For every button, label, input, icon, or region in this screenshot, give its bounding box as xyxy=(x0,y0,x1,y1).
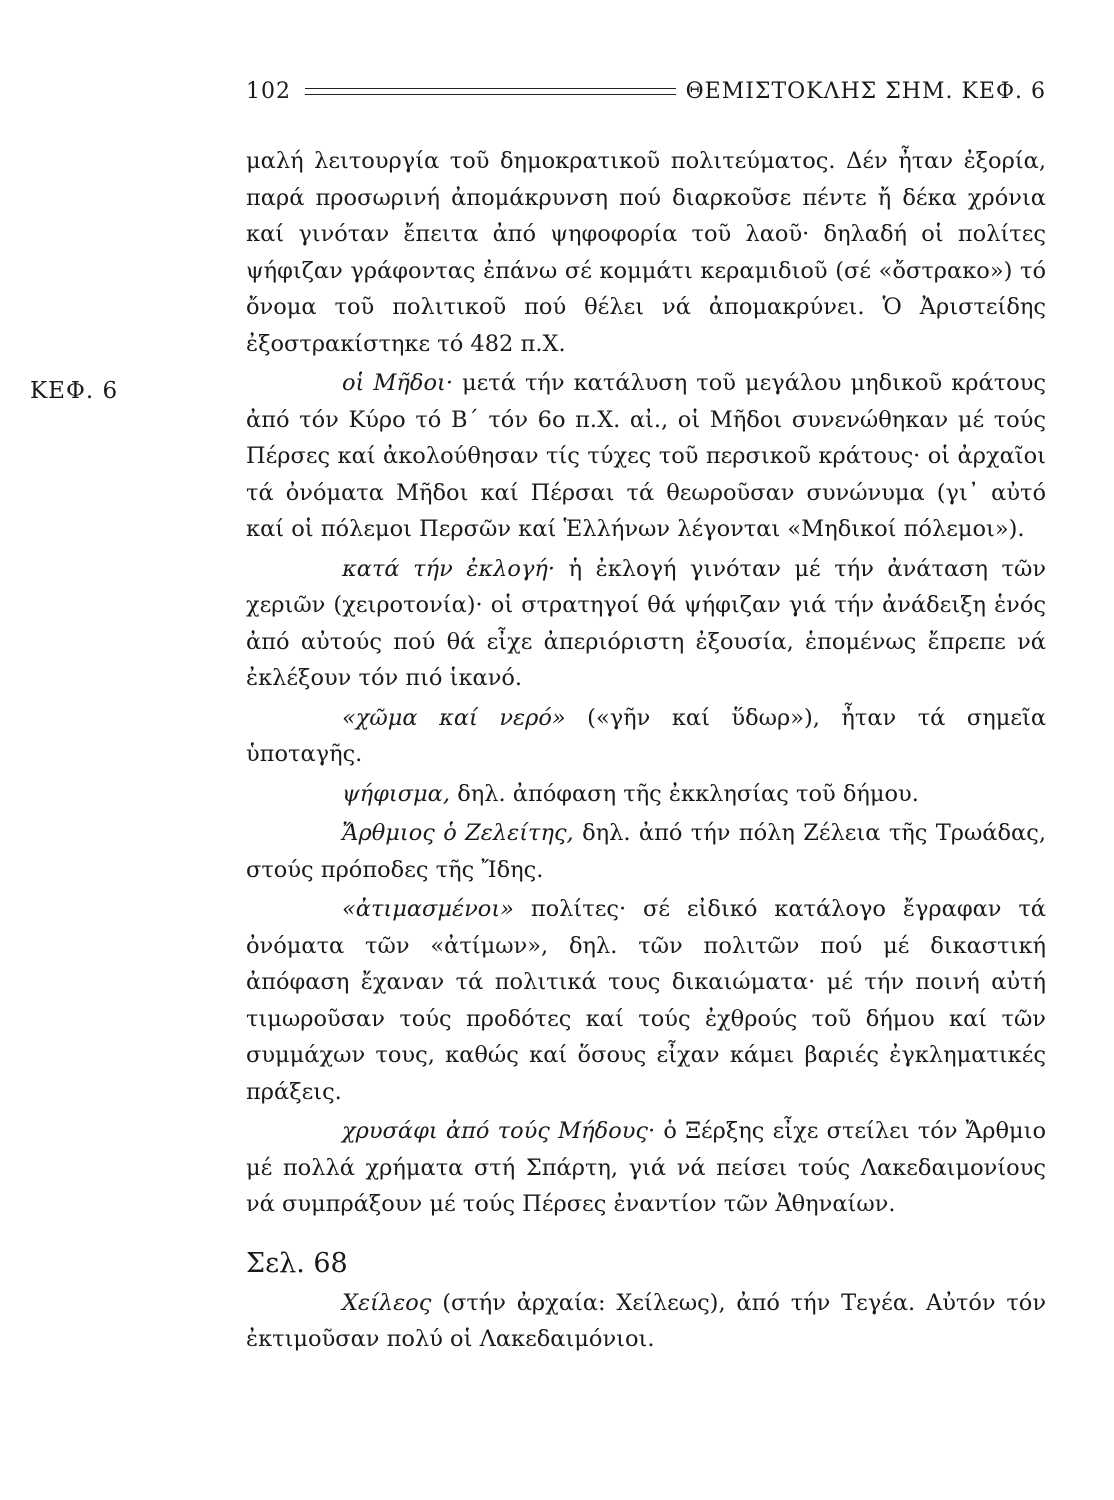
note-entry xyxy=(246,891,1046,1110)
note-text: ἡ ἐκλογή γινόταν μέ τήν ἀνάταση τῶν χεριῶν (χειροτονία)· οἱ στρατηγοί θά ψήφιζαν γιά τήν ἀνάδειξη ἑνός ἀπό αὐτούς πού θά εἶχε ἀπεριόριστη ἐξουσία, ἑπομένως ἔπρεπε νά ἐκλέξουν τόν πιό ἱκανό. xyxy=(246,555,1047,691)
note-text: (στήν ἀρχαία: Χείλεως), ἀπό τήν Τεγέα. Αὐτόν τόν ἐκτιμοῦσαν πολύ οἱ Λακεδαιμόνιοι. xyxy=(246,1289,1046,1352)
note-text: («γῆν καί ὕδωρ»), ἦταν τά σημεῖα ὑποταγῆς. xyxy=(246,704,1047,767)
running-header xyxy=(246,76,1046,106)
note-term: Ἄρθμιος ὁ Ζελείτης, xyxy=(342,820,574,846)
note-term: ψήφισμα, xyxy=(342,780,451,807)
page-number: 102 xyxy=(246,78,291,104)
note-text: ὁ Ξέρξης εἶχε στείλει τόν Ἄρθμιο μέ πολλά χρήματα στή Σπάρτη, γιά νά πείσει τούς Λακεδαιμονίους νά συμπράξουν μέ τούς Πέρσες ἐναντίον τῶν Ἀθηναίων. xyxy=(246,1118,1047,1217)
note-entry xyxy=(246,700,1046,773)
note-text: μετά τήν κατάλυση τοῦ μεγάλου μηδικοῦ κράτους ἀπό τόν Κύρο τό Β΄ τόν 6ο π.Χ. αἰ., οἱ Μῆδοι συνενώθηκαν μέ τούς Πέρσες καί ἀκολούθησαν τίς τύχες τοῦ περσικοῦ κράτους· οἱ ἀρχαῖοι τά ὀνόματα Μῆδοι καί Πέρσαι τά θεωροῦσαν συνώνυμα (γι᾿ αὐτό καί οἱ πόλεμοι Περσῶν καί Ἑλλήνων λέγονται «Μηδικοί πόλεμοι»). xyxy=(246,370,1046,542)
note-term: οἱ Μῆδοι· xyxy=(342,370,453,396)
note-entry xyxy=(246,1285,1046,1358)
note-text: δηλ. ἀπό τήν πόλη Ζέλεια τῆς Τρωάδας, στούς πρόποδες τῆς Ἴδης. xyxy=(246,820,1046,883)
note-term: Χείλεος xyxy=(342,1289,432,1316)
note-text: δηλ. ἀπόφαση τῆς ἐκκλησίας τοῦ δήμου. xyxy=(457,780,919,807)
note-term: «ἀτιμασμένοι» xyxy=(342,896,514,922)
note-entry xyxy=(246,551,1046,697)
note-text: μαλή λειτουργία τοῦ δημοκρατικοῦ πολιτεύματος. Δέν ἦταν ἐξορία, παρά προσωρινή ἀπομάκρυνση πού διαρκοῦσε πέντε ἤ δέκα χρόνια καί γινόταν ἔπειτα ἀπό ψηφοφορία τοῦ λαοῦ· δηλαδή οἱ πολίτες ψήφιζαν γράφοντας ἐπάνω σέ κομμάτι κεραμιδιοῦ (σέ «ὄστρακο») τό ὄνομα τοῦ πολιτικοῦ πού θέλει νά ἀπομακρύνει. Ὁ Ἀριστείδης ἐξοστρακίστηκε τό 482 π.Χ. xyxy=(246,148,1046,357)
note-entry xyxy=(246,815,1046,888)
section-heading: Σελ. 68 xyxy=(246,1247,348,1279)
note-entry xyxy=(246,365,1046,548)
note-term: χρυσάφι ἀπό τούς Μήδους· xyxy=(342,1118,656,1144)
note-term: κατά τήν ἐκλογή· xyxy=(342,555,556,582)
margin-chapter-label: ΚΕΦ. 6 xyxy=(30,378,119,404)
note-text: πολίτες· σέ εἰδικό κατάλογο ἔγραφαν τά ὀνόματα τῶν «ἀτίμων», δηλ. τῶν πολιτῶν πού μέ δικαστική ἀπόφαση ἔχαναν τά πολιτικά τους δικαιώματα· μέ τήν ποινή αὐτή τιμωροῦσαν τούς προδότες καί τούς ἐχθρούς τοῦ δήμου καί τῶν συμμάχων τους, καθώς καί ὅσους εἶχαν κάμει βαριές ἐγκληματικές πράξεις. xyxy=(246,896,1046,1105)
note-continuation xyxy=(246,143,1046,362)
running-title: ΘΕΜΙΣΤΟΚΛΗΣ ΣΗΜ. ΚΕΦ. 6 xyxy=(685,78,1046,104)
header-double-rule xyxy=(305,88,676,95)
note-term: «χῶμα καί νερό» xyxy=(342,704,566,731)
note-entry xyxy=(246,776,1046,813)
notes-body xyxy=(246,143,1046,1361)
note-entry xyxy=(246,1113,1046,1223)
